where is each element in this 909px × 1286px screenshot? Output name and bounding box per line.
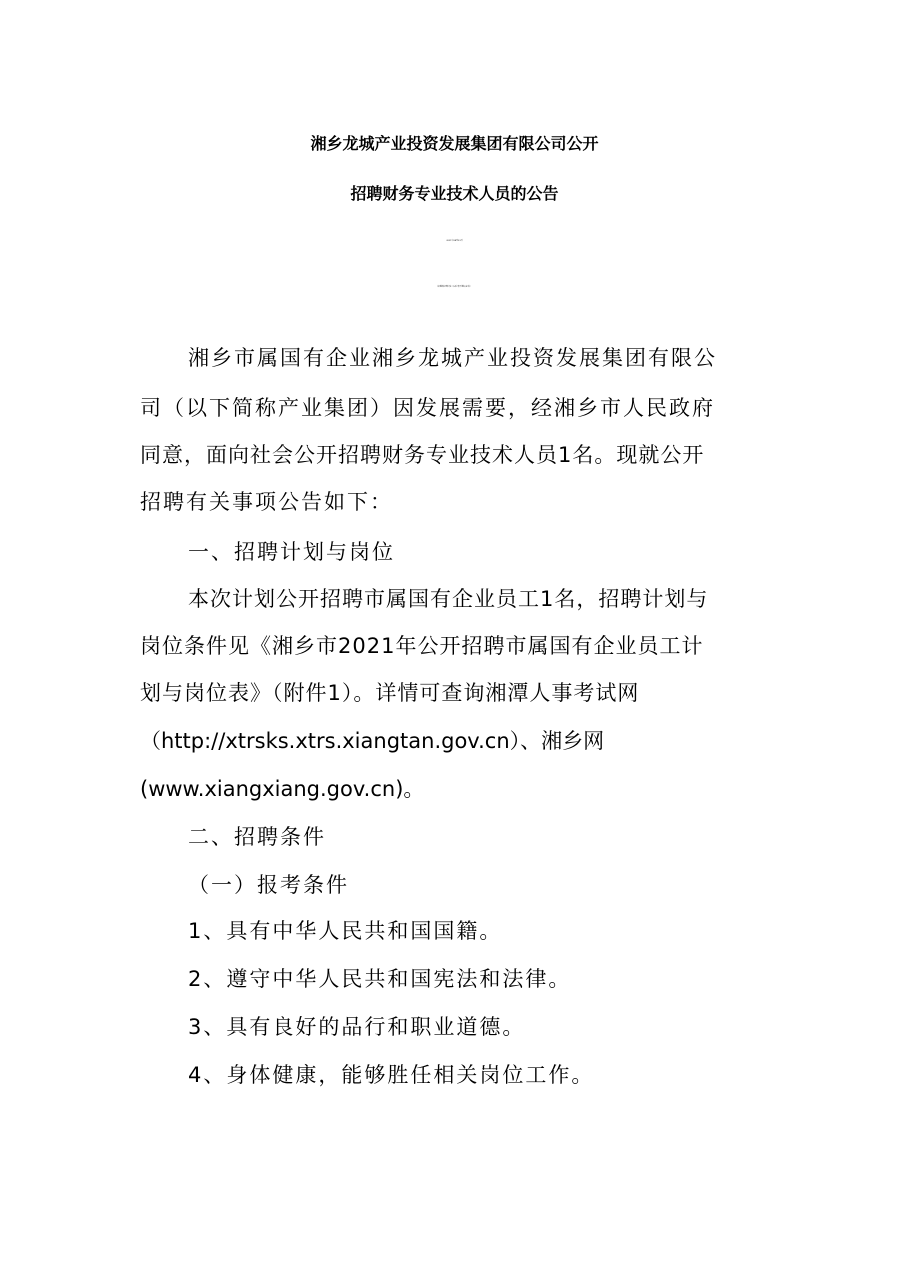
condition-item-1: 1、具有中华人民共和国国籍。 bbox=[188, 919, 503, 943]
intro-line-1: 湘乡市属国有企业湘乡龙城产业投资发展集团有限公 bbox=[188, 346, 717, 370]
intro-line-3: 同意，面向社会公开招聘财务专业技术人员1名。现就公开 bbox=[140, 443, 705, 467]
intro-line-2: 司（以下简称产业集团）因发展需要，经湘乡市人民政府 bbox=[140, 396, 715, 420]
publish-date: 2021年08月23日 bbox=[446, 240, 463, 242]
section-1-line-3: 划与岗位表》（附件1）。详情可查询湘潭人事考试网 bbox=[140, 681, 640, 705]
title-line-2: 招聘财务专业技术人员的公告 bbox=[350, 184, 559, 203]
subsection-1-heading: （一）报考条件 bbox=[188, 873, 349, 897]
section-2-heading: 二、招聘条件 bbox=[188, 825, 326, 849]
section-1-line-4: （http://xtrsks.xtrs.xiangtan.gov.cn）、湘乡网 bbox=[140, 729, 605, 753]
reprint-note: 转载请注明出处（岗位表下载后查看） bbox=[437, 286, 472, 288]
section-1-heading: 一、招聘计划与岗位 bbox=[188, 540, 395, 564]
section-1-line-1: 本次计划公开招聘市属国有企业员工1名，招聘计划与 bbox=[188, 587, 709, 611]
condition-item-2: 2、遵守中华人民共和国宪法和法律。 bbox=[188, 967, 572, 991]
title-line-1: 湘乡龙城产业投资发展集团有限公司公开 bbox=[310, 134, 599, 153]
condition-item-4: 4、身体健康，能够胜任相关岗位工作。 bbox=[188, 1063, 595, 1087]
condition-item-3: 3、具有良好的品行和职业道德。 bbox=[188, 1015, 526, 1039]
intro-line-4: 招聘有关事项公告如下： bbox=[140, 490, 393, 514]
section-1-line-2: 岗位条件见《湘乡市2021年公开招聘市属国有企业员工计 bbox=[140, 634, 704, 658]
section-1-line-5: (www.xiangxiang.gov.cn)。 bbox=[140, 777, 425, 801]
